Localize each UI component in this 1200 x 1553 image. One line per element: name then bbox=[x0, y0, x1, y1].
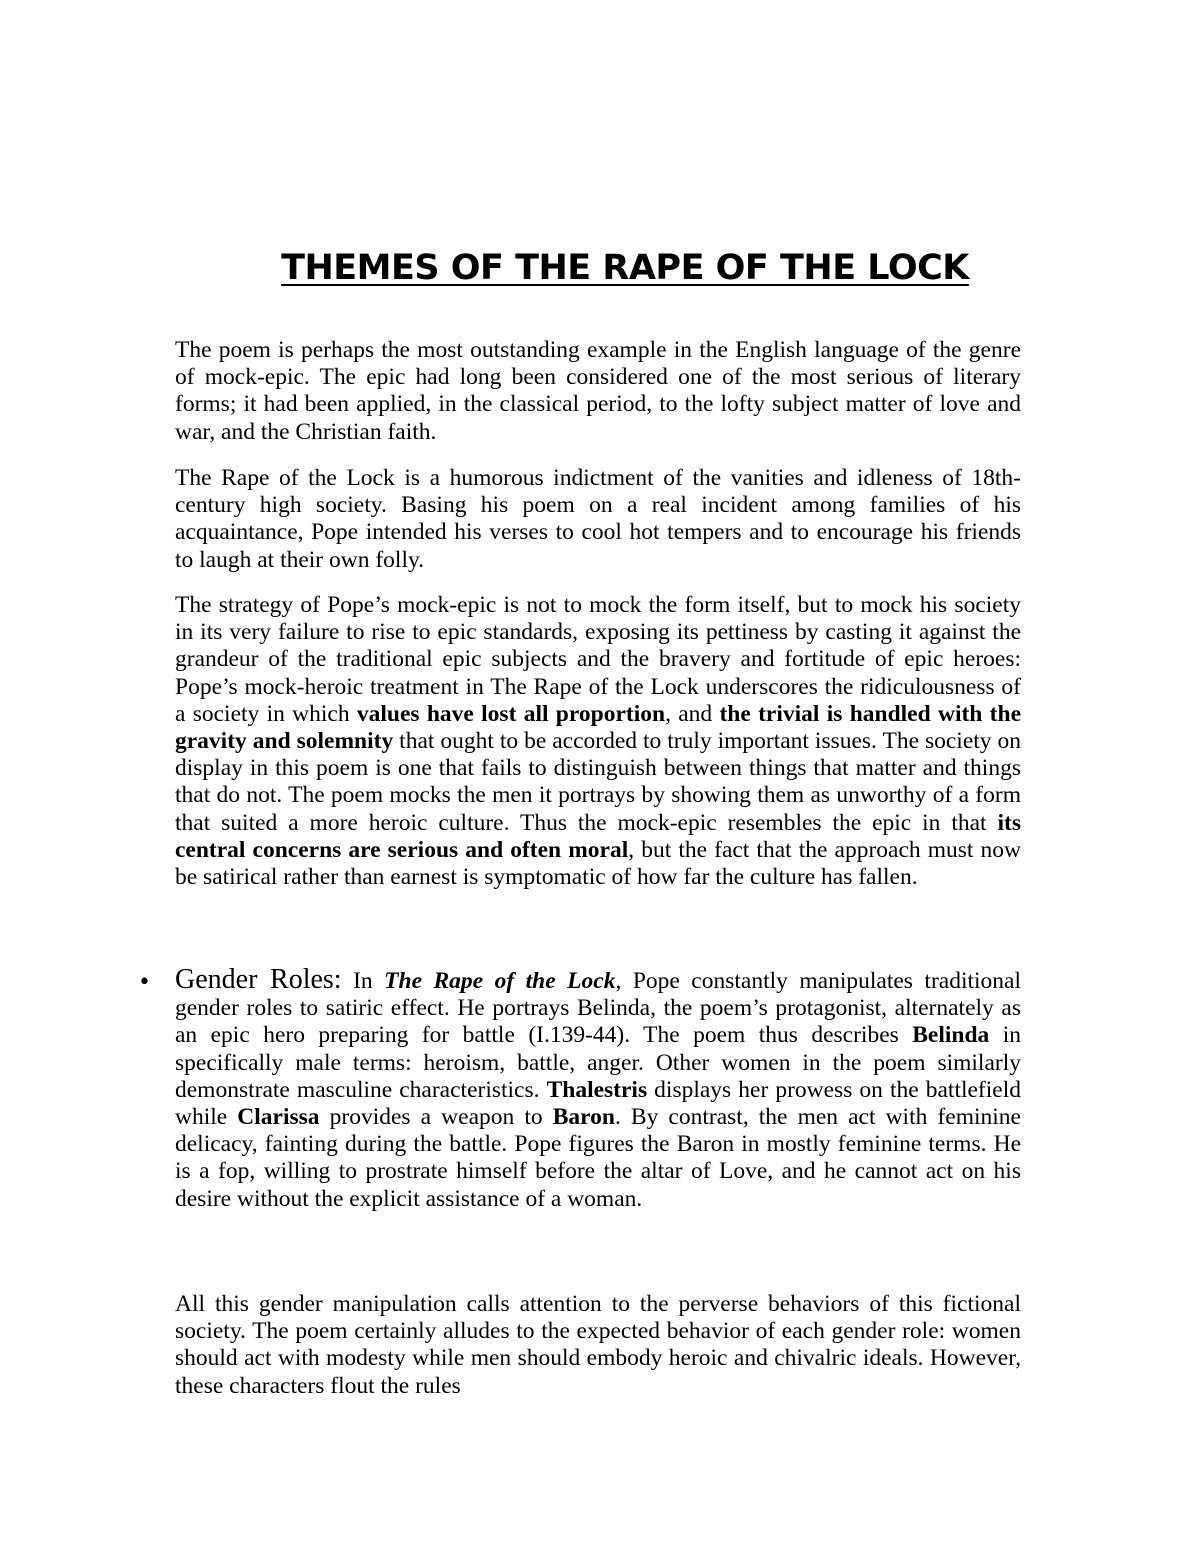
text-run: , but the fact that the approach must now be satirical rather than earnest is symptomatic of how far the culture has fallen. bbox=[175, 836, 1021, 891]
text-run: in specifically male terms: heroism, battle, anger. Other women in the poem similarly demonstrate masculine characteristics. bbox=[175, 1022, 1022, 1103]
document-title: THEMES OF THE RAPE OF THE LOCK bbox=[281, 248, 969, 288]
bullet-marker: • bbox=[138, 970, 151, 995]
text-run: In bbox=[341, 968, 385, 994]
text-run: . By contrast, the men act with feminine delicacy, fainting during the battle. Pope figures the Baron in mostly feminine terms. He is a fop, willing to prostrate himself before the altar of Love, and he cannot act on his desire without the explicit assistance of a woman. bbox=[175, 1104, 1021, 1212]
text-run: , and bbox=[665, 700, 720, 727]
bullet-gender-roles bbox=[175, 966, 1021, 1213]
bold-name: Thalestris bbox=[546, 1076, 648, 1103]
text-run: provides a weapon to bbox=[319, 1104, 553, 1131]
bullet-label: Gender Roles: bbox=[175, 964, 342, 995]
italic-title: The Rape of the Lock bbox=[384, 968, 616, 994]
paragraph-mock-epic-genre: The poem is perhaps the most outstanding example in the English language of the genre of mock-epic. The epic had long been considered one of the most serious of literary forms; it had been applied, in the classical period, to the lofty subject matter of love and war, and the Christian faith. bbox=[175, 337, 1021, 445]
text-run: that ought to be accorded to truly important issues. The society on display in this poem is one that fails to distinguish between things that matter and things that do not. The poem mocks the men it portrays by showing them as unworthy of a form that suited a more heroic culture. Thus the mock-epic resembles the epic in that bbox=[175, 728, 1021, 836]
text-run: , Pope constantly manipulates traditional gender roles to satiric effect. He portrays Belinda, the poem’s protagonist, alternately as an epic hero preparing for battle (I.139-44). The poem thus describes bbox=[175, 968, 1022, 1049]
bold-name: Clarissa bbox=[237, 1104, 320, 1131]
bold-phrase: its central concerns are serious and often moral bbox=[175, 809, 1021, 863]
text-run: displays her prowess on the battlefield while bbox=[175, 1076, 1021, 1131]
text-run: The strategy of Pope’s mock-epic is not to mock the form itself, but to mock his society in its very failure to rise to epic standards, exposing its pettiness by casting it against the grandeur of the traditional epic subjects and the bravery and fortitude of epic heroes: Pope’s mock-heroic treatment in The Rape of the Lock underscores the ridiculousness of a society in which bbox=[175, 592, 1021, 727]
paragraph-indictment: The Rape of the Lock is a humorous indictment of the vanities and idleness of 18th-century high society. Basing his poem on a real incident among families of his acquaintance, Pope intended his verses to cool hot tempers and to encourage his friends to laugh at their own folly. bbox=[175, 465, 1021, 573]
bold-phrase: values have lost all proportion bbox=[356, 700, 666, 727]
bold-name: Belinda bbox=[912, 1022, 990, 1049]
bold-phrase: the trivial is handled with the gravity and solemnity bbox=[175, 700, 1021, 755]
paragraph-gender-manipulation: All this gender manipulation calls attention to the perverse behaviors of this fictional society. The poem certainly alludes to the expected behavior of each gender role: women should act with modesty while men should embody heroic and chivalric ideals. However, these characters flout the rules bbox=[175, 1291, 1021, 1399]
bold-name: Baron bbox=[552, 1104, 615, 1131]
paragraph-strategy bbox=[175, 592, 1021, 891]
